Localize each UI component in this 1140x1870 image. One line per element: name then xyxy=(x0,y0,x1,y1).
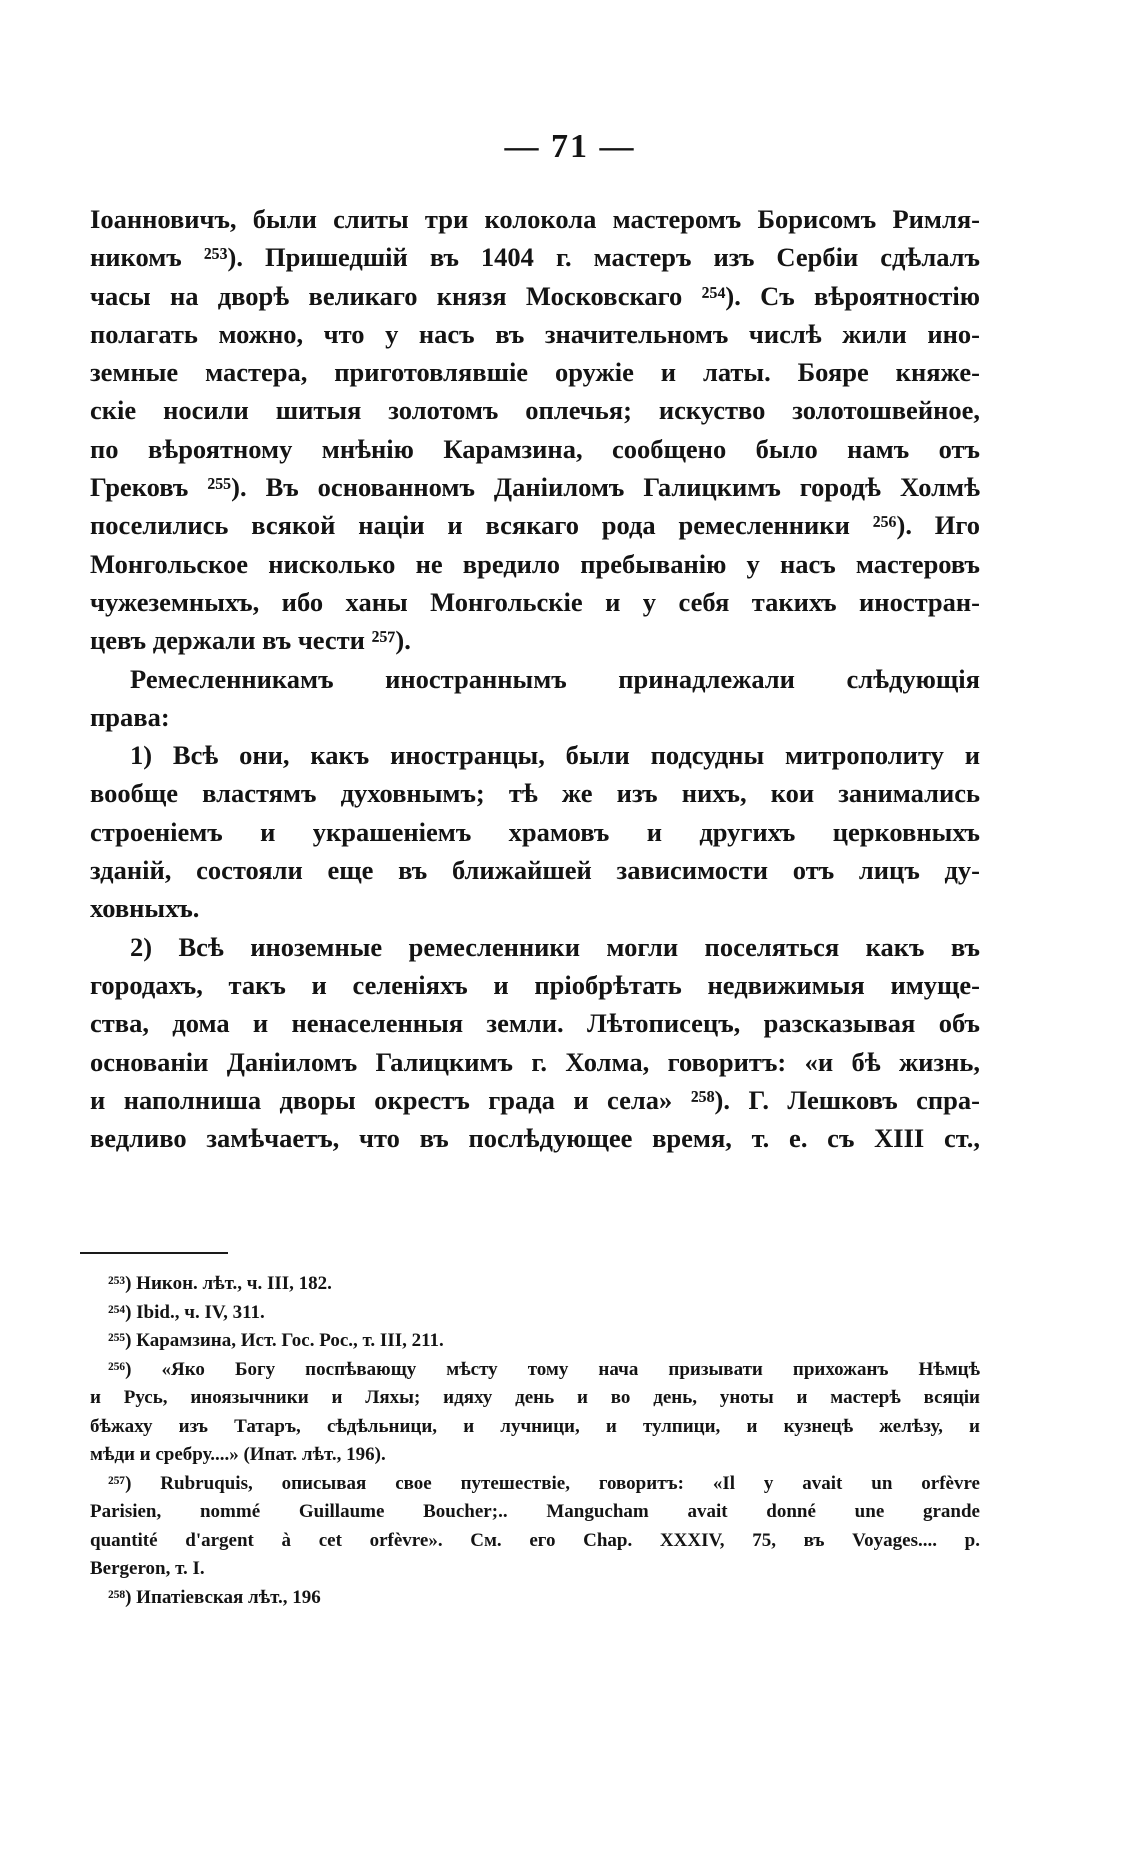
body-line: чужеземныхъ, ибо ханы Монгольскіе и у себя такихъ иностран- xyxy=(90,586,980,617)
body-line: городахъ, такъ и селеніяхъ и пріобрѣтать недвижимыя имуще- xyxy=(90,969,980,1000)
body-line: по вѣроятному мнѣнію Карамзина, сообщено было намъ отъ xyxy=(90,433,980,464)
footnote-line: ²⁵³) Никон. лѣт., ч. III, 182. xyxy=(108,1273,332,1294)
footnote-line: ²⁵⁵) Карамзина, Ист. Гос. Рос., т. III, 211. xyxy=(108,1330,444,1351)
body-line: никомъ ²⁵³). Пришедшій въ 1404 г. мастеръ изъ Сербіи сдѣлалъ xyxy=(90,242,980,273)
body-line: Монгольское нисколько не вредило пребыванію у насъ мастеровъ xyxy=(90,548,980,579)
body-line: ховныхъ. xyxy=(90,893,200,924)
body-line: права: xyxy=(90,701,170,732)
body-line: земные мастера, приготовлявшіе оружіе и латы. Бояре княже- xyxy=(90,357,980,388)
body-line: строеніемъ и украшеніемъ храмовъ и другихъ церковныхъ xyxy=(90,816,980,847)
footnote-line: мѣди и сребру....» (Ипат. лѣт., 196). xyxy=(90,1444,386,1465)
footnote-line: ²⁵⁶) «Яко Богу поспѣвающу мѣсту тому нача призывати прихожанъ Нѣмцѣ xyxy=(108,1358,980,1380)
body-line: ведливо замѣчаетъ, что въ послѣдующее время, т. е. съ XIII ст., xyxy=(90,1123,980,1154)
body-line: Іоанновичъ, были слиты три колокола мастеромъ Борисомъ Римля- xyxy=(90,204,980,234)
body-line: вообще властямъ духовнымъ; тѣ же изъ нихъ, кои занимались xyxy=(90,778,980,809)
body-line: 1) Всѣ они, какъ иностранцы, были подсудны митрополиту и xyxy=(130,740,980,771)
body-line: Грековъ ²⁵⁵). Въ основанномъ Даніиломъ Галицкимъ городѣ Холмѣ xyxy=(90,472,980,503)
footnote-line: ²⁵⁴) Ibid., ч. IV, 311. xyxy=(108,1301,265,1323)
body-line: ства, дома и ненаселенныя земли. Лѣтописецъ, разсказывая объ xyxy=(90,1008,980,1039)
footnote-line: бѣжаху изъ Татаръ, сѣдѣльници, и лучници, и тулпици, и кузнецѣ желѣзу, и xyxy=(90,1415,980,1437)
body-line: часы на дворѣ великаго князя Московскаго ²⁵⁴). Съ вѣроятностію xyxy=(90,280,980,311)
body-line: 2) Всѣ иноземные ремесленники могли поселяться какъ въ xyxy=(130,931,980,962)
footnotes xyxy=(90,1270,980,1612)
footnote-line: quantité d'argent à cet orfèvre». См. его Chap. XXXIV, 75, въ Voyages.... p. xyxy=(90,1529,980,1551)
body-line: поселились всякой націи и всякаго рода ремесленники ²⁵⁶). Иго xyxy=(90,510,980,541)
footnote-line: Bergeron, т. I. xyxy=(90,1558,205,1579)
footnote-line: Parisien, nommé Guillaume Boucher;.. Mangucham avait donné une grande xyxy=(90,1501,980,1522)
footnote-line: и Русь, иноязычники и Ляхы; идяху день и во день, уноты и мастерѣ всяціи xyxy=(90,1387,980,1408)
footnote-line: ²⁵⁷) Rubruquis, описывая свое путешествіе, говоритъ: «Il y avait un orfèvre xyxy=(108,1472,980,1494)
footnote-separator-rule xyxy=(80,1252,228,1254)
body-line: полагать можно, что у насъ въ значительномъ числѣ жили ино- xyxy=(90,318,980,349)
body-line: основаніи Даніиломъ Галицкимъ г. Холма, говоритъ: «и бѣ жизнь, xyxy=(90,1046,980,1077)
body-line: и наполниша дворы окрестъ града и села» ²⁵⁸). Г. Лешковъ спра- xyxy=(90,1084,980,1115)
body-line: цевъ держали въ чести ²⁵⁷). xyxy=(90,625,411,656)
body-line: зданій, состояли еще въ ближайшей зависимости отъ лицъ ду- xyxy=(90,855,980,886)
page-number: — 71 — xyxy=(504,128,636,165)
body-line: скіе носили шитыя золотомъ оплечья; искуство золотошвейное, xyxy=(90,395,980,426)
body-text xyxy=(90,200,980,1157)
body-line: Ремесленникамъ иностраннымъ принадлежали слѣдующія xyxy=(130,663,980,694)
footnote-line: ²⁵⁸) Ипатіевская лѣт., 196 xyxy=(108,1586,321,1608)
